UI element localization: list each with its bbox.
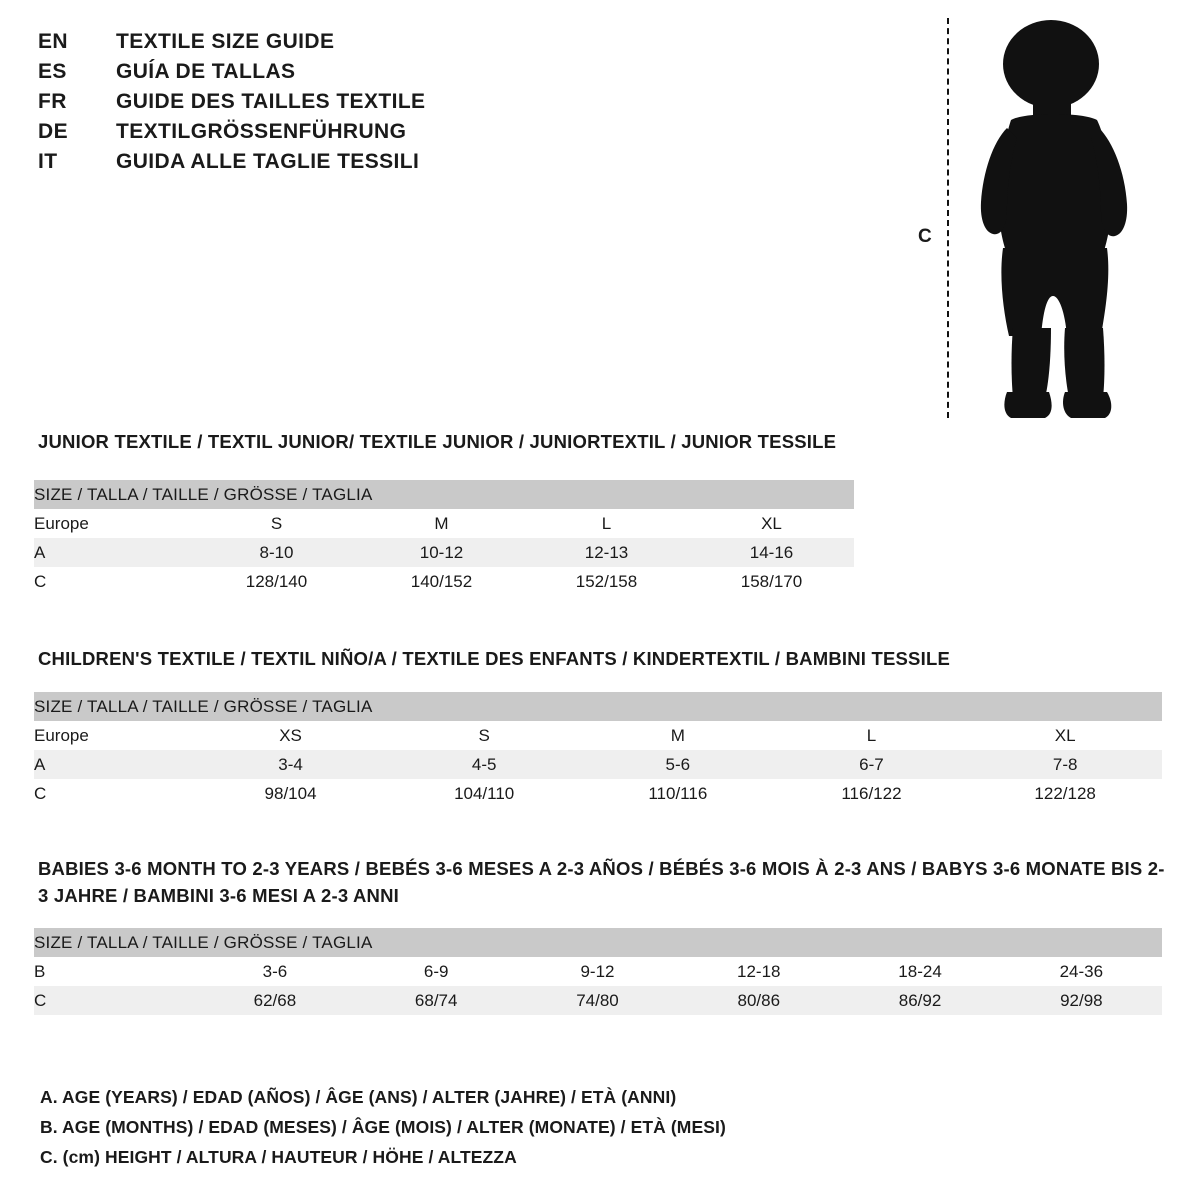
table-row <box>34 721 1162 750</box>
row-label: C <box>34 567 194 596</box>
row-label: A <box>34 538 194 567</box>
row-value: 12-13 <box>524 538 689 567</box>
legend-line-b: B. AGE (MONTHS) / EDAD (MESES) / ÂGE (MOIS) / ALTER (MONATE) / ETÀ (MESI) <box>40 1117 726 1137</box>
table-row <box>34 779 1162 808</box>
table-header-row <box>34 928 1162 957</box>
language-title: GUIDE DES TAILLES TEXTILE <box>116 90 426 113</box>
row-label: B <box>34 957 194 986</box>
row-value: 24-36 <box>1001 957 1162 986</box>
babies-size-table <box>34 928 1162 1015</box>
section-heading-babies: BABIES 3-6 MONTH TO 2-3 YEARS / BEBÉS 3-6 MESES A 2-3 AÑOS / BÉBÉS 3-6 MOIS À 2-3 ANS / BABYS 3-6 MONATE BIS 2-3 JAHRE / BAMBINI 3-6 MESI A 2-3 ANNI <box>38 858 1165 906</box>
table-row <box>34 957 1162 986</box>
row-value: S <box>387 721 581 750</box>
row-value: 18-24 <box>839 957 1000 986</box>
row-value: 62/68 <box>194 986 355 1015</box>
row-value: 3-4 <box>194 750 388 779</box>
language-title: TEXTILE SIZE GUIDE <box>116 30 335 53</box>
section-heading-children: CHILDREN'S TEXTILE / TEXTIL NIÑO/A / TEXTILE DES ENFANTS / KINDERTEXTIL / BAMBINI TESSILE <box>38 648 950 669</box>
table-row <box>34 567 854 596</box>
row-value: L <box>775 721 969 750</box>
row-value: 6-9 <box>356 957 517 986</box>
section-heading-junior: JUNIOR TEXTILE / TEXTIL JUNIOR/ TEXTILE JUNIOR / JUNIORTEXTIL / JUNIOR TESSILE <box>38 431 837 452</box>
row-value: 4-5 <box>387 750 581 779</box>
row-value: 6-7 <box>775 750 969 779</box>
junior-size-table <box>34 480 854 596</box>
language-title-block <box>38 30 598 180</box>
measure-label-c: C <box>918 226 932 247</box>
row-value: XS <box>194 721 388 750</box>
row-value: L <box>524 509 689 538</box>
language-row <box>38 120 598 150</box>
row-value: 8-10 <box>194 538 359 567</box>
row-value: 152/158 <box>524 567 689 596</box>
row-value: 5-6 <box>581 750 775 779</box>
language-code: IT <box>38 150 58 173</box>
measure-dashed-line <box>947 18 949 418</box>
row-value: 14-16 <box>689 538 854 567</box>
row-value: 104/110 <box>387 779 581 808</box>
row-value: 122/128 <box>968 779 1162 808</box>
row-value: 128/140 <box>194 567 359 596</box>
row-label: Europe <box>34 721 194 750</box>
row-value: 80/86 <box>678 986 839 1015</box>
row-value: 86/92 <box>839 986 1000 1015</box>
table-row <box>34 986 1162 1015</box>
row-value: 98/104 <box>194 779 388 808</box>
row-value: 12-18 <box>678 957 839 986</box>
language-title: TEXTILGRÖSSENFÜHRUNG <box>116 120 407 143</box>
legend-line-a: A. AGE (YEARS) / EDAD (AÑOS) / ÂGE (ANS) / ALTER (JAHRE) / ETÀ (ANNI) <box>40 1087 677 1107</box>
row-value: 158/170 <box>689 567 854 596</box>
height-measure-figure <box>900 8 1170 428</box>
row-label: Europe <box>34 509 194 538</box>
row-value: M <box>581 721 775 750</box>
table-header-label: SIZE / TALLA / TAILLE / GRÖSSE / TAGLIA <box>34 692 1162 721</box>
language-row <box>38 60 598 90</box>
language-code: ES <box>38 60 67 83</box>
language-code: FR <box>38 90 67 113</box>
row-label: C <box>34 779 194 808</box>
table-header-row <box>34 480 854 509</box>
row-value: 92/98 <box>1001 986 1162 1015</box>
language-code: DE <box>38 120 68 143</box>
row-value: 116/122 <box>775 779 969 808</box>
row-value: 68/74 <box>356 986 517 1015</box>
row-value: 10-12 <box>359 538 524 567</box>
row-value: 140/152 <box>359 567 524 596</box>
table-row <box>34 750 1162 779</box>
row-value: 3-6 <box>194 957 355 986</box>
language-code: EN <box>38 30 68 53</box>
child-silhouette-icon <box>955 16 1155 428</box>
legend-line-c: C. (cm) HEIGHT / ALTURA / HAUTEUR / HÖHE / ALTEZZA <box>40 1147 517 1167</box>
row-value: 74/80 <box>517 986 678 1015</box>
table-header-label: SIZE / TALLA / TAILLE / GRÖSSE / TAGLIA <box>34 480 854 509</box>
language-title: GUÍA DE TALLAS <box>116 60 296 83</box>
children-size-table <box>34 692 1162 808</box>
row-value: 7-8 <box>968 750 1162 779</box>
table-header-row <box>34 692 1162 721</box>
language-row <box>38 150 598 180</box>
row-value: 110/116 <box>581 779 775 808</box>
legend-block <box>40 1082 726 1172</box>
language-row <box>38 30 598 60</box>
row-value: S <box>194 509 359 538</box>
table-row <box>34 509 854 538</box>
row-value: XL <box>968 721 1162 750</box>
row-label: A <box>34 750 194 779</box>
table-row <box>34 538 854 567</box>
table-header-label: SIZE / TALLA / TAILLE / GRÖSSE / TAGLIA <box>34 928 1162 957</box>
language-title: GUIDA ALLE TAGLIE TESSILI <box>116 150 420 173</box>
row-value: M <box>359 509 524 538</box>
row-value: 9-12 <box>517 957 678 986</box>
language-row <box>38 90 598 120</box>
row-value: XL <box>689 509 854 538</box>
row-label: C <box>34 986 194 1015</box>
